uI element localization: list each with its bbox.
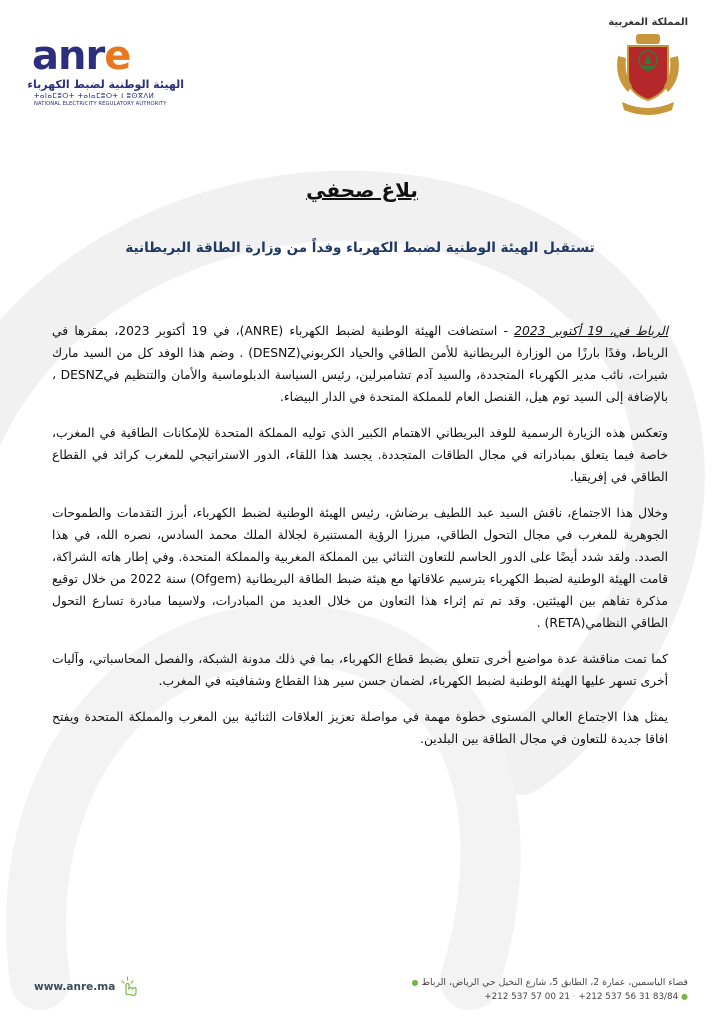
hand-click-icon [118,976,140,996]
press-release-body [52,320,668,764]
phone-separator-icon: · [572,992,576,1002]
dateline: الرباط في، 19 أكتوبر 2023 [514,324,668,338]
footer-address: فضاء الياسمين، عمارة 2، الطابق 5، شارع النخيل حي الرياض، الرباط ● [411,977,688,988]
footer-website-link[interactable]: www.anre.ma [34,981,116,993]
logo-tifinagh-name: ⵜⴰⵏⴰⵎⵓⵔⵜ ⵜⴰⵏⴰⵎⵓⵔⵜ ⵏ ⵓⵙⴳⴷⵍ [34,92,155,100]
logo-wordmark: anre [32,33,131,79]
footer-phone-numbers [484,992,688,1002]
anre-logo [27,33,184,107]
paragraph-2: وتعكس هذه الزيارة الرسمية للوفد البريطاني الاهتمام الكبير الذي توليه المملكة المتحدة للإمكانات الطاقية في المغرب، خاصة فيما يتعلق بمبادراته في مجال الطاقات المتجددة. يجسد هذا اللقاء، الدور الاستراتيجي للمغرب كرائد في القطاع الطاقي في إفريقيا. [52,426,668,484]
press-release-title: بلاغ صحفي [306,178,418,202]
paragraph-5: يمثل هذا الاجتماع العالي المستوى خطوة مهمة في مواصلة تعزيز العلاقات الثنائية بين المغرب والمملكة المتحدة ويفتح افاقا جديدة للتعاون في مجال الطاقة بين البلدين. [52,710,668,746]
footer-phone-1: +212 537 56 31 83/84 [578,992,679,1002]
logo-arabic-name: الهيئة الوطنية لضبط الكهرباء [27,78,184,91]
press-release-subtitle: تستقبل الهيئة الوطنية لضبط الكهرباء وفداً من وزارة الطاقة البريطانية [125,240,595,256]
location-pin-icon: ● [411,978,419,987]
footer-phone-2: +212 537 57 00 21 [484,992,570,1002]
paragraph-1-text: - استضافت الهيئة الوطنية لضبط الكهرباء (ANRE)، في 19 أكتوبر 2023، بمقرها في الرباط، وفدًا بارزًا من الوزارة البريطانية للأمن الطاقي والحياد الكربوني(DESNZ) . وضم هذا الوفد كل من السيد مارك شيرات، نائب مدير الكهرباء المتجددة، والسيد آدم تشامبرلين، رئيس السياسة الدبلوماسية والأمان والتنظيم فيDESNZ ، بالإضافة إلى السيد توم هيل، القنصل العام للمملكة المتحدة في الدار البيضاء. [52,324,668,404]
kingdom-label: المملكة المغربية [608,17,688,28]
moroccan-coat-of-arms-icon [612,32,684,118]
paragraph-4: كما تمت مناقشة عدة مواضيع أخرى تتعلق بضبط قطاع الكهرباء، بما في ذلك مدونة الشبكة، والفصل المحاسباتي، وآليات أخرى تسهر عليها الهيئة الوطنية لضبط الكهرباء، لضمان حسن سير هذا القطاع وشفافيته في المغرب. [52,652,668,688]
paragraph-1 [52,320,668,408]
phone-icon: ● [681,992,688,1001]
paragraph-3: وخلال هذا الاجتماع، ناقش السيد عبد اللطيف برضاش، رئيس الهيئة الوطنية لضبط الكهرباء، أبرز التقدمات والطموحات الجوهرية للمغرب في مجال التحول الطاقي، مبرزا الرؤية المستنيرة لجلالة الملك محمد السادس، نصره الله، في هذا الصدد. ولقد شدد أيضًا على الدور الحاسم للتعاون الثنائي بين المملكة المغربية والمملكة المتحدة. وفي إطار هاته الشراكة، قامت الهيئة الوطنية لضبط الكهرباء بترسيم علاقاتها مع هيئة ضبط الطاقة البريطانية (Ofgem) سنة 2022 من خلال توقيع مذكرة تفاهم بين الهيئتين. وقد تم تم إثراء هذا التعاون من خلال العديد من المبادرات، ولاسيما مبادرة تسارع التحول الطاقي النظامي(RETA) . [52,506,668,630]
logo-english-name: NATIONAL ELECTRICITY REGULATORY AUTHORITY [34,101,167,107]
